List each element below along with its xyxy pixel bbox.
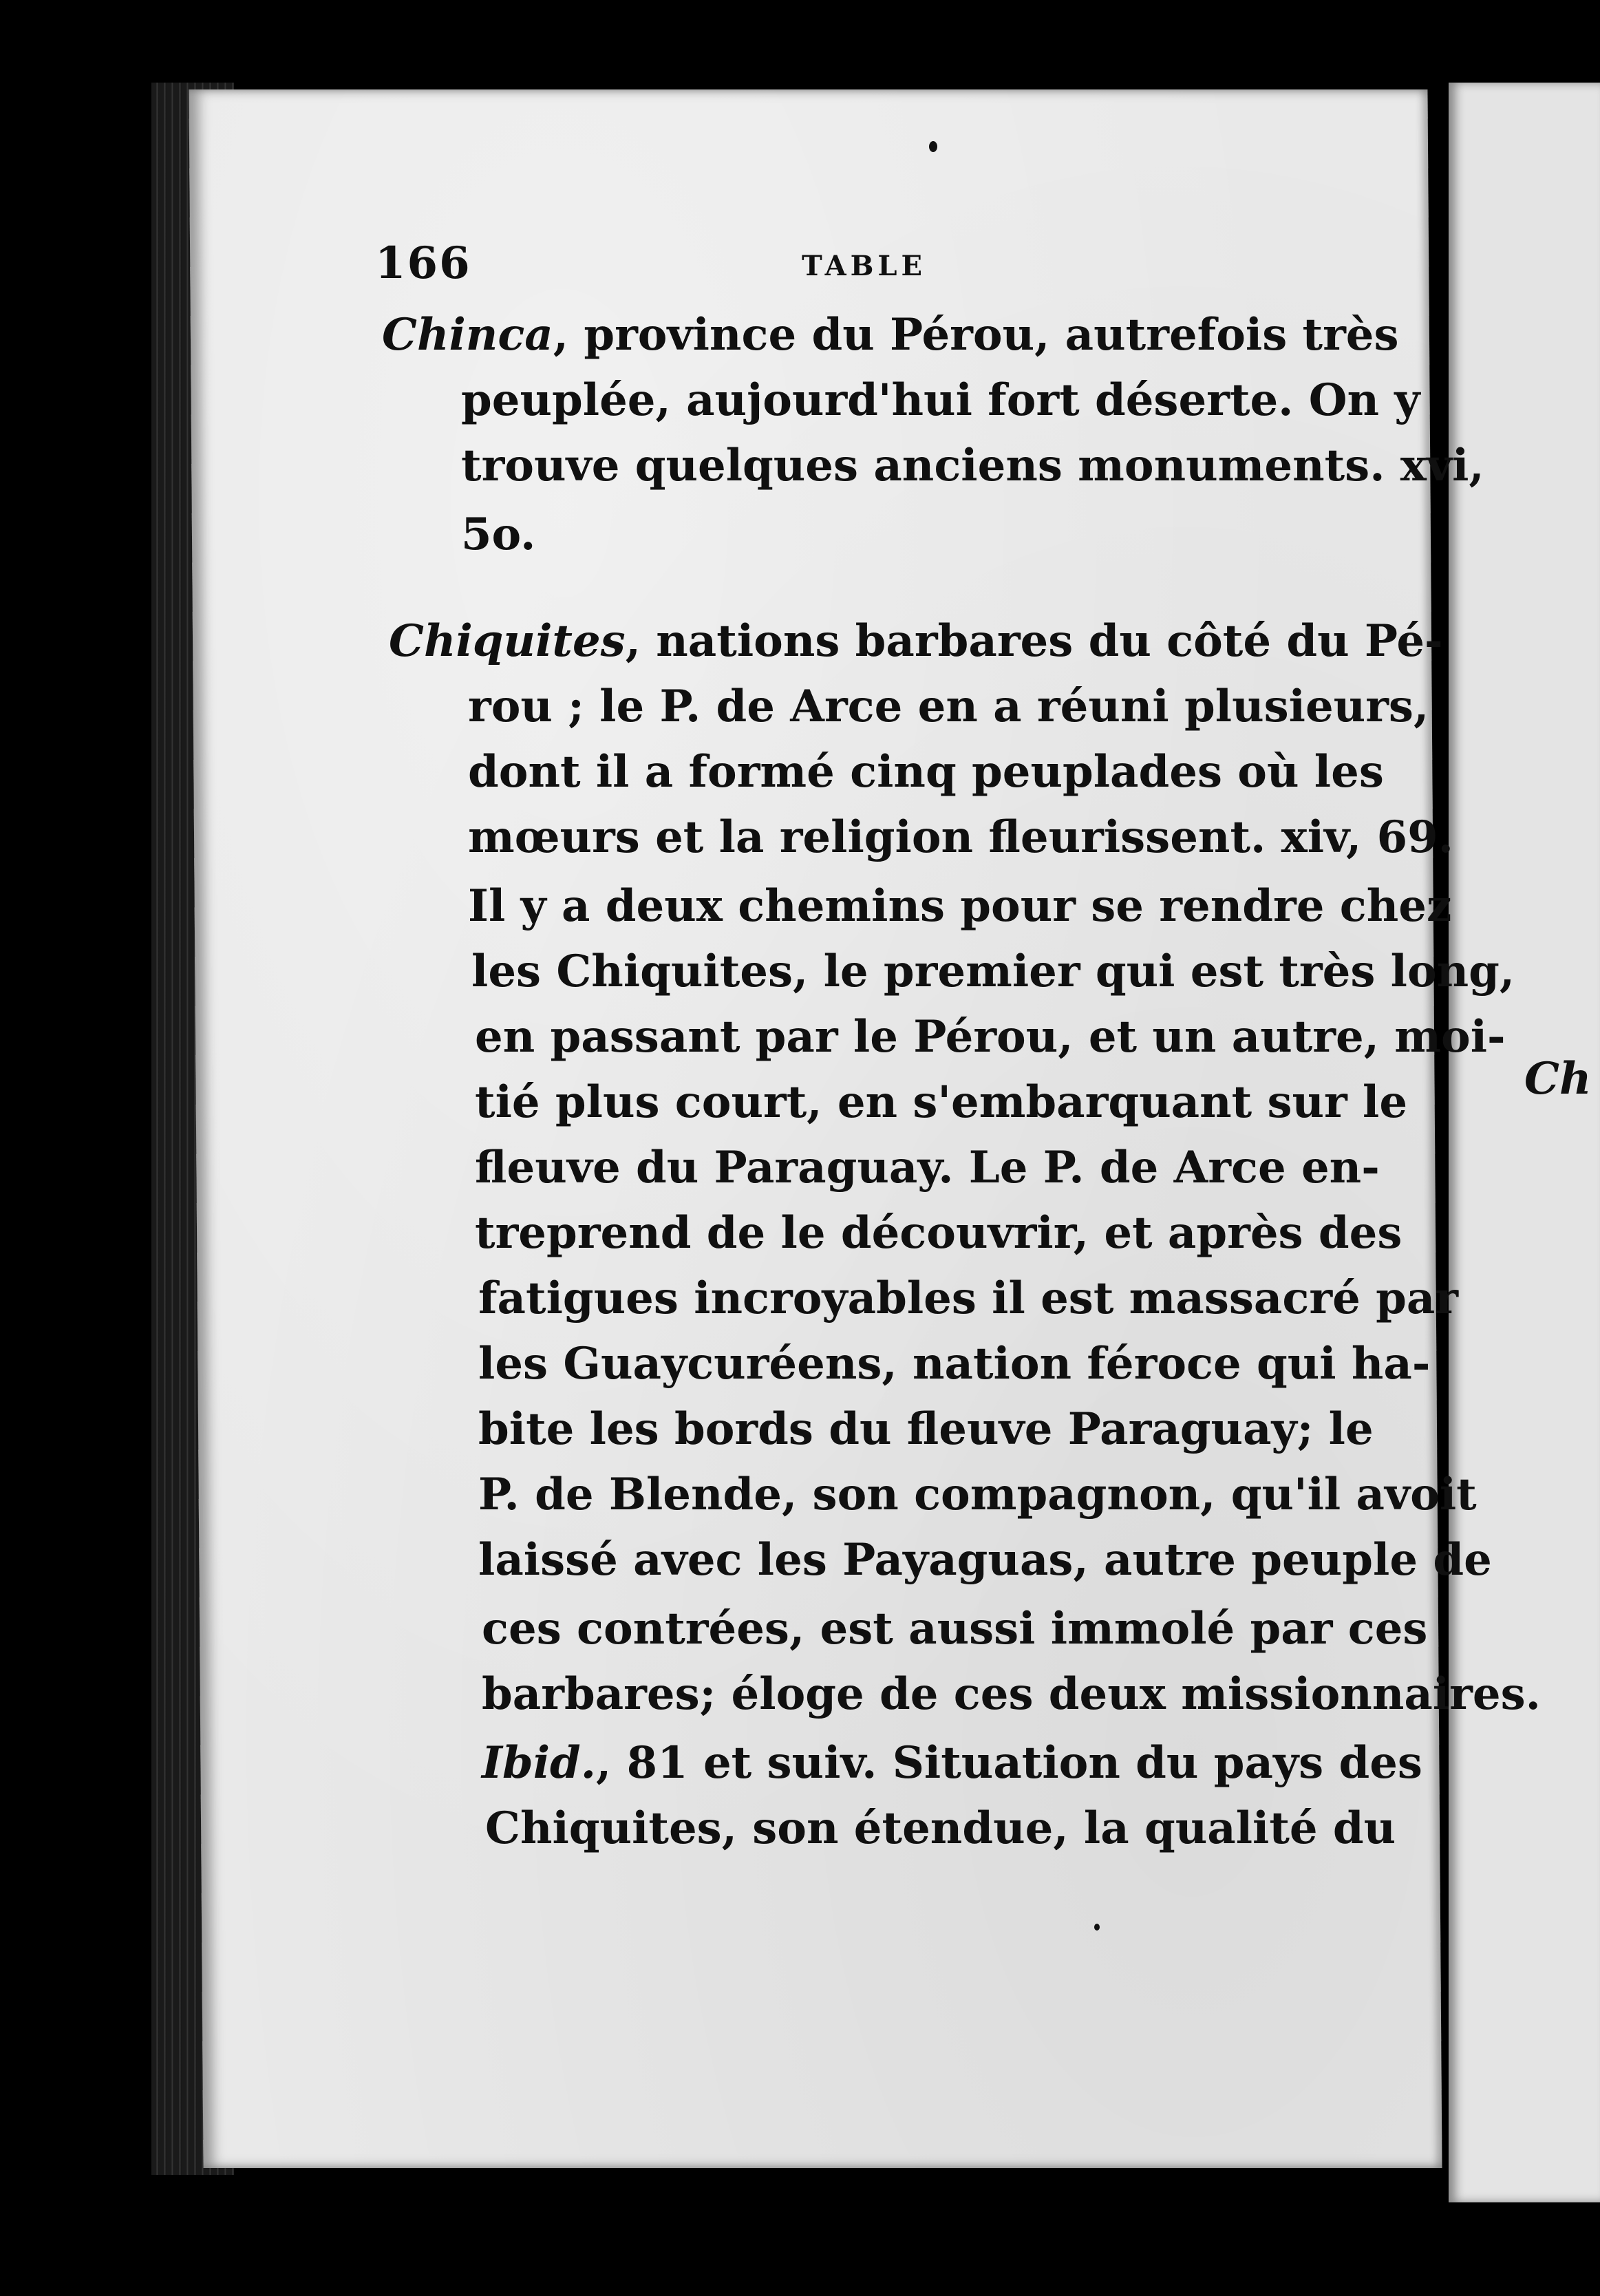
entry-text: laissé avec les Payaguas, autre peuple de [478,1534,1492,1586]
facing-page [1449,83,1600,2202]
facing-page-text-fragment: Ch [1524,1053,1592,1105]
entry-text: en passant par le Pérou, et un autre, moi- [475,1011,1506,1063]
running-head-title: TABLE [802,250,927,282]
ink-speck [1094,1924,1100,1931]
citation-ibid: Ibid. [482,1737,597,1789]
entry-line [478,1273,1458,1324]
entry-text: treprend de le découvrir, et après des [475,1207,1402,1259]
entry-text: ces contrées, est aussi immolé par ces [482,1603,1428,1655]
entry-text: les Chiquites, le premier qui est très long, [471,946,1515,997]
entry-text: trouve quelques anciens monuments. xvi, [461,440,1484,491]
entry-text: bite les bords du fleuve Paraguay; le [478,1403,1374,1455]
entry-text: rou ; le P. de Arce en a réuni plusieurs, [468,681,1429,732]
entry-line [478,1469,1477,1520]
entry-text: dont il a formé cinq peuplades où les [468,746,1384,798]
entry-text: Il y a deux chemins pour se rendre chez [468,880,1452,932]
entry-text: , 81 et suiv. Situation du pays des [596,1737,1422,1789]
entry-line [478,1403,1374,1455]
entry-text: barbares; éloge de ces deux missionnaires. [482,1668,1541,1720]
entry-line [482,1603,1428,1655]
entry-line [475,1142,1380,1193]
entry-line [482,1737,1422,1789]
entry-line [475,1207,1402,1259]
entry-text: fleuve du Paraguay. Le P. de Arce en- [475,1142,1380,1193]
entry-line [468,880,1452,932]
entry-line [485,1803,1396,1854]
entry-line [382,309,1399,361]
entry-text: Chiquites, son étendue, la qualité du [485,1803,1396,1854]
entry-line [461,440,1484,491]
entry-line [461,509,1359,560]
page-number: 166 [375,237,471,289]
entry-line [468,746,1384,798]
entry-line [468,681,1429,732]
entry-text: , province du Pérou, autrefois très [553,309,1399,361]
entry-line [475,1011,1506,1063]
entry-line [461,374,1420,426]
ink-speck [929,141,937,152]
entry-text: peuplée, aujourd'hui fort déserte. On y [461,374,1420,426]
entry-line [475,1076,1408,1128]
entry-line [468,811,1453,863]
entry-text: 5o. [461,509,536,560]
entry-text: mœurs et la religion fleurissent. xiv, 69. [468,811,1453,863]
entry-text: fatigues incroyables il est massacré par [478,1273,1458,1324]
entry-line [389,615,1443,667]
index-term: Chiquites [389,615,626,667]
entry-text: , nations barbares du côté du Pé- [625,615,1443,667]
index-term: Chinca [382,309,553,361]
entry-line [478,1534,1492,1586]
entry-line [471,946,1515,997]
entry-line [478,1338,1431,1390]
entry-text: tié plus court, en s'embarquant sur le [475,1076,1408,1128]
entry-line [482,1668,1541,1720]
entry-text: les Guaycuréens, nation féroce qui ha- [478,1338,1431,1390]
entry-text: P. de Blende, son compagnon, qu'il avoit [478,1469,1477,1520]
running-head [375,237,1407,293]
